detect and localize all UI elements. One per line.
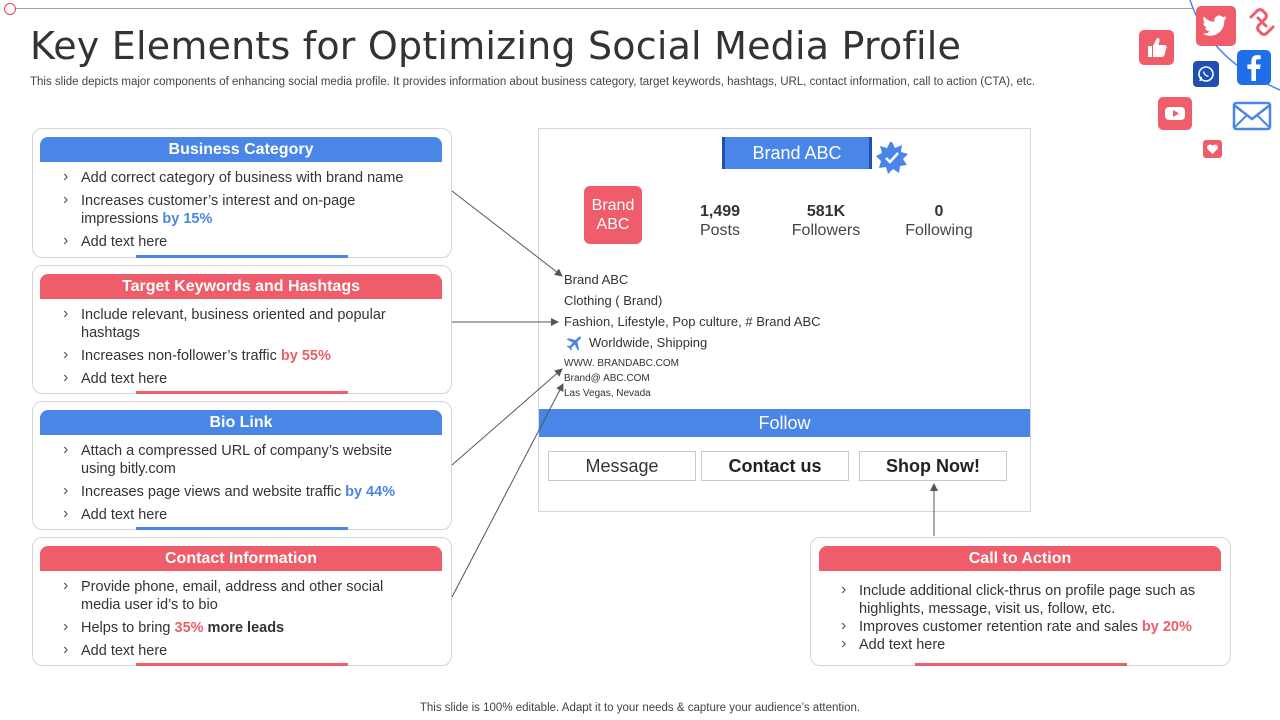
- call-to-action-header: Call to Action: [819, 546, 1221, 571]
- stat-followers: [771, 203, 881, 240]
- shop-now-button[interactable]: Shop Now!: [859, 451, 1007, 481]
- bullet-text: Add text here: [81, 507, 168, 523]
- bio-link-list: [61, 442, 411, 529]
- business-category-list: [61, 169, 411, 256]
- twitter-icon: [1196, 6, 1236, 46]
- stat-number: 0: [934, 203, 944, 220]
- highlight-stat: by 44%: [345, 484, 396, 500]
- bullet-text: Include relevant, business oriented and popular hashtags: [81, 307, 386, 341]
- card-underline: [136, 663, 348, 666]
- airplane-icon: [564, 333, 586, 353]
- stat-label: Followers: [791, 222, 861, 239]
- stat-posts: [665, 203, 775, 240]
- bio-link-card: [32, 401, 452, 530]
- follow-button[interactable]: Follow: [539, 409, 1030, 437]
- bullet-text: Increases page views and website traffic: [81, 484, 346, 500]
- list-item: [61, 347, 411, 365]
- highlight-stat: by 55%: [280, 348, 331, 364]
- highlight-stat: 35%: [174, 620, 204, 636]
- highlight-stat: by 15%: [162, 211, 213, 227]
- list-item: [61, 233, 411, 251]
- bullet-text: Increases non-follower’s traffic: [81, 348, 281, 364]
- profile-mockup: [538, 128, 1031, 512]
- card-underline: [915, 663, 1127, 666]
- call-to-action-card: [810, 537, 1231, 666]
- bio-link-header: Bio Link: [40, 410, 442, 435]
- youtube-icon: [1158, 97, 1192, 130]
- card-underline: [136, 527, 348, 530]
- bullet-text: Add text here: [81, 643, 168, 659]
- stat-label: Posts: [699, 222, 740, 239]
- call-to-action-list: [839, 582, 1210, 654]
- target-keywords-card: [32, 265, 452, 394]
- logo-text: Brand: [591, 197, 635, 214]
- page-subtitle: This slide depicts major components of enhancing social media profile. It provides information about business category, target keywords, hashtags, URL, contact information, call to action (CTA), etc.: [30, 76, 1036, 88]
- mail-icon: [1232, 101, 1272, 131]
- list-item: [839, 636, 1210, 654]
- business-category-header: Business Category: [40, 137, 442, 162]
- list-item: [61, 370, 411, 388]
- profile-name: Brand ABC: [564, 272, 629, 287]
- target-keywords-header: Target Keywords and Hashtags: [40, 274, 442, 299]
- top-dot: [4, 3, 16, 15]
- contact-information-header: Contact Information: [40, 546, 442, 571]
- list-item: [61, 169, 411, 187]
- profile-category: Clothing ( Brand): [564, 293, 663, 308]
- bullet-text: Add correct category of business with brand name: [81, 170, 404, 186]
- bullet-text: Add text here: [81, 371, 168, 387]
- list-item: [61, 306, 411, 342]
- card-underline: [136, 391, 348, 394]
- profile-location-line: Worldwide, Shipping: [589, 335, 708, 350]
- list-item: [61, 192, 411, 228]
- brand-logo: [584, 186, 642, 244]
- brand-name-tag: Brand ABC: [722, 137, 872, 169]
- link-icon: [1245, 5, 1279, 39]
- contact-us-button[interactable]: Contact us: [701, 451, 849, 481]
- card-underline: [136, 255, 348, 258]
- whatsapp-icon: [1193, 61, 1219, 87]
- bullet-text: Attach a compressed URL of company’s website using bitly.com: [81, 443, 393, 477]
- list-item: [61, 442, 411, 478]
- profile-city: Las Vegas, Nevada: [564, 388, 651, 399]
- highlight-stat: by 20%: [1141, 619, 1192, 635]
- thumbs-up-icon: [1139, 30, 1174, 65]
- page-title: Key Elements for Optimizing Social Media Profile: [30, 24, 962, 68]
- target-keywords-list: [61, 306, 411, 393]
- bullet-text: Include additional click-thrus on profile page such as highlights, message, visit us, follow, etc.: [859, 583, 1196, 617]
- stat-number: 581K: [806, 203, 846, 220]
- message-button[interactable]: Message: [548, 451, 696, 481]
- list-item: [61, 619, 411, 637]
- bullet-text: Improves customer retention rate and sales: [859, 619, 1142, 635]
- page-footer: This slide is 100% editable. Adapt it to your needs & capture your audience’s attention.: [419, 702, 861, 714]
- list-item: [61, 578, 411, 614]
- bullet-text: Provide phone, email, address and other social media user id’s to bio: [81, 579, 384, 613]
- profile-hashtags: Fashion, Lifestyle, Pop culture, # Brand ABC: [564, 314, 821, 329]
- bullet-text-tail: more leads: [203, 620, 285, 636]
- list-item: [839, 618, 1210, 636]
- bullet-text: Add text here: [859, 637, 946, 653]
- list-item: [839, 582, 1210, 618]
- profile-email[interactable]: Brand@ ABC.COM: [564, 373, 650, 384]
- bullet-text: Add text here: [81, 234, 168, 250]
- list-item: [61, 642, 411, 660]
- list-item: [61, 483, 411, 501]
- verified-badge-icon: [875, 141, 909, 175]
- bullet-text: Increases customer’s interest and on-page impressions: [81, 193, 356, 227]
- contact-information-list: [61, 578, 411, 665]
- heart-icon: [1203, 140, 1222, 158]
- business-category-card: [32, 128, 452, 258]
- contact-information-card: [32, 537, 452, 666]
- profile-website[interactable]: WWW. BRANDABC.COM: [564, 358, 679, 369]
- list-item: [61, 506, 411, 524]
- stat-following: [884, 203, 994, 240]
- facebook-icon: [1237, 50, 1271, 85]
- logo-text: ABC: [596, 216, 630, 233]
- stat-number: 1,499: [699, 203, 741, 220]
- bullet-text: Helps to bring: [81, 620, 175, 636]
- top-rule: [14, 8, 1194, 9]
- stat-label: Following: [905, 222, 973, 239]
